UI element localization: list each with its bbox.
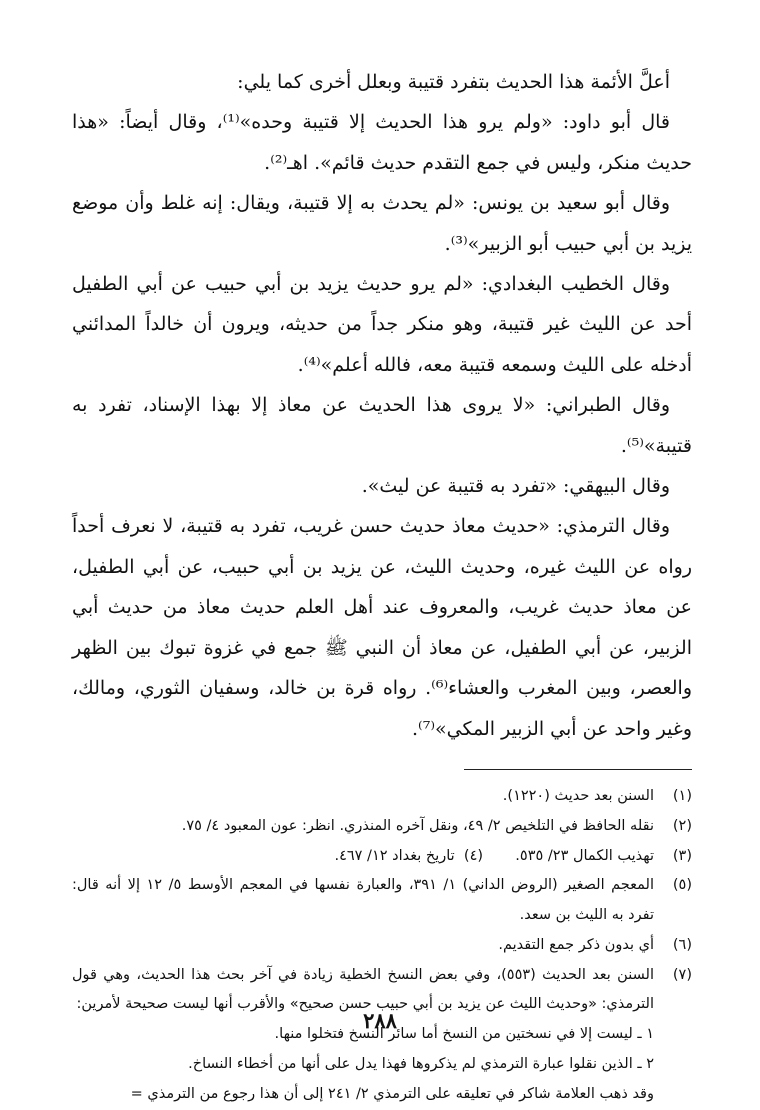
page-number: ٢٨٨ bbox=[363, 1008, 397, 1033]
footnote-text: وقد ذهب العلامة شاكر في تعليقه على الترمذي ٢/ ٢٤١ إلى أن هذا رجوع من الترمذي = bbox=[130, 1085, 654, 1102]
paragraph-7: وقال الترمذي: «حديث معاذ حديث حسن غريب، تفرد به قتيبة، لا نعرف أحداً رواه عن الليث غيره، وحديث الليث، عن يزيد بن أبي حبيب، عن أبي الطفيل، عن معاذ حديث غريب، والمعروف عند أهل العلم حديث معاذ من حديث أبي الزبير، عن أبي الطفيل، عن معاذ أن النبي ﷺ جمع في غزوة تبوك بين الظهر والعصر، وبين المغرب والعشاء⁽⁶⁾. رواه قرة بن خالد، وسفيان الثوري، ومالك، وغير واحد عن أبي الزبير المكي»⁽⁷⁾. bbox=[72, 515, 692, 740]
footnote-number: (١) bbox=[672, 787, 692, 804]
footnote bbox=[72, 871, 692, 931]
footnote bbox=[72, 782, 692, 812]
footnote-text: نقله الحافظ في التلخيص ٢/ ٤٩، ونقل آخره المنذري. انظر: عون المعبود ٤/ ٧٥. bbox=[181, 817, 654, 834]
paragraph-3: وقال أبو سعيد بن يونس: «لم يحدث به إلا قتيبة، ويقال: إنه غلط وأن موضع يزيد بن أبي حبيب أبو الزبير»⁽³⁾. bbox=[72, 192, 692, 255]
footnote-separator bbox=[464, 769, 692, 770]
footnote bbox=[72, 812, 692, 842]
footnote-text: ١ ـ ليست إلا في نسختين من النسخ أما سائر النسخ فتخلوا منها. bbox=[274, 1026, 654, 1043]
footnote-number: (٥) bbox=[672, 877, 692, 894]
paragraph-2: قال أبو داود: «ولم يرو هذا الحديث إلا قتيبة وحده»⁽¹⁾، وقال أيضاً: «هذا حديث منكر، وليس في جمع التقدم حديث قائم». اهـ⁽²⁾. bbox=[72, 111, 692, 174]
main-text bbox=[72, 62, 692, 749]
footnote-continuation bbox=[72, 1080, 692, 1110]
footnote bbox=[72, 842, 692, 872]
paragraph-5: وقال الطبراني: «لا يروى هذا الحديث عن معاذ إلا بهذا الإسناد، تفرد به قتيبة»⁽⁵⁾. bbox=[72, 394, 692, 457]
footnote-text: ٢ ـ الذين نقلوا عبارة الترمذي لم يذكروها فهذا يدل على أنها من أخطاء النساخ. bbox=[188, 1056, 654, 1073]
paragraph-1: أعلَّ الأئمة هذا الحديث بتفرد قتيبة وبعلل أخرى كما يلي: bbox=[237, 71, 670, 93]
footnote-text: المعجم الصغير (الروض الداني) ١/ ٣٩١، والعبارة نفسها في المعجم الأوسط ٥/ ١٢ إلا أنه قال: تفرد به الليث بن سعد. bbox=[72, 877, 654, 924]
footnote-text: السنن بعد حديث (١٢٢٠). bbox=[502, 787, 654, 804]
footnote-text: تهذيب الكمال ٢٣/ ٥٣٥. (٤) تاريخ بغداد ١٢/ ٤٦٧. bbox=[334, 847, 654, 864]
footnote bbox=[72, 931, 692, 961]
footnote-number: (٧) bbox=[672, 966, 692, 983]
footnote-text: السنن بعد الحديث (٥٥٣)، وفي بعض النسخ الخطية زيادة في آخر بحث هذا الحديث، وهي قول الترمذي: «وحديث الليث عن يزيد بن أبي حبيب حسن صحيح» والأقرب أنها ليست صحيحة لأمرين: bbox=[72, 966, 654, 1013]
footnote-continuation bbox=[72, 1050, 692, 1080]
footnote-number: (٣) bbox=[672, 847, 692, 864]
book-page bbox=[72, 62, 692, 1110]
footnote-number: (٦) bbox=[672, 936, 692, 953]
footnotes bbox=[72, 782, 692, 1110]
footnote-number: (٢) bbox=[672, 817, 692, 834]
footnote-text: أي بدون ذكر جمع التقديم. bbox=[498, 936, 654, 953]
paragraph-4: وقال الخطيب البغدادي: «لم يرو حديث يزيد بن أبي حبيب عن أبي الطفيل أحد عن الليث غير قتيبة، وهو منكر جداً من حديثه، ويرون أن خالداً المدائني أدخله على الليث وسمعه قتيبة معه، فالله أعلم»⁽⁴⁾. bbox=[72, 273, 692, 376]
paragraph-6: وقال البيهقي: «تفرد به قتيبة عن ليث». bbox=[361, 475, 670, 498]
